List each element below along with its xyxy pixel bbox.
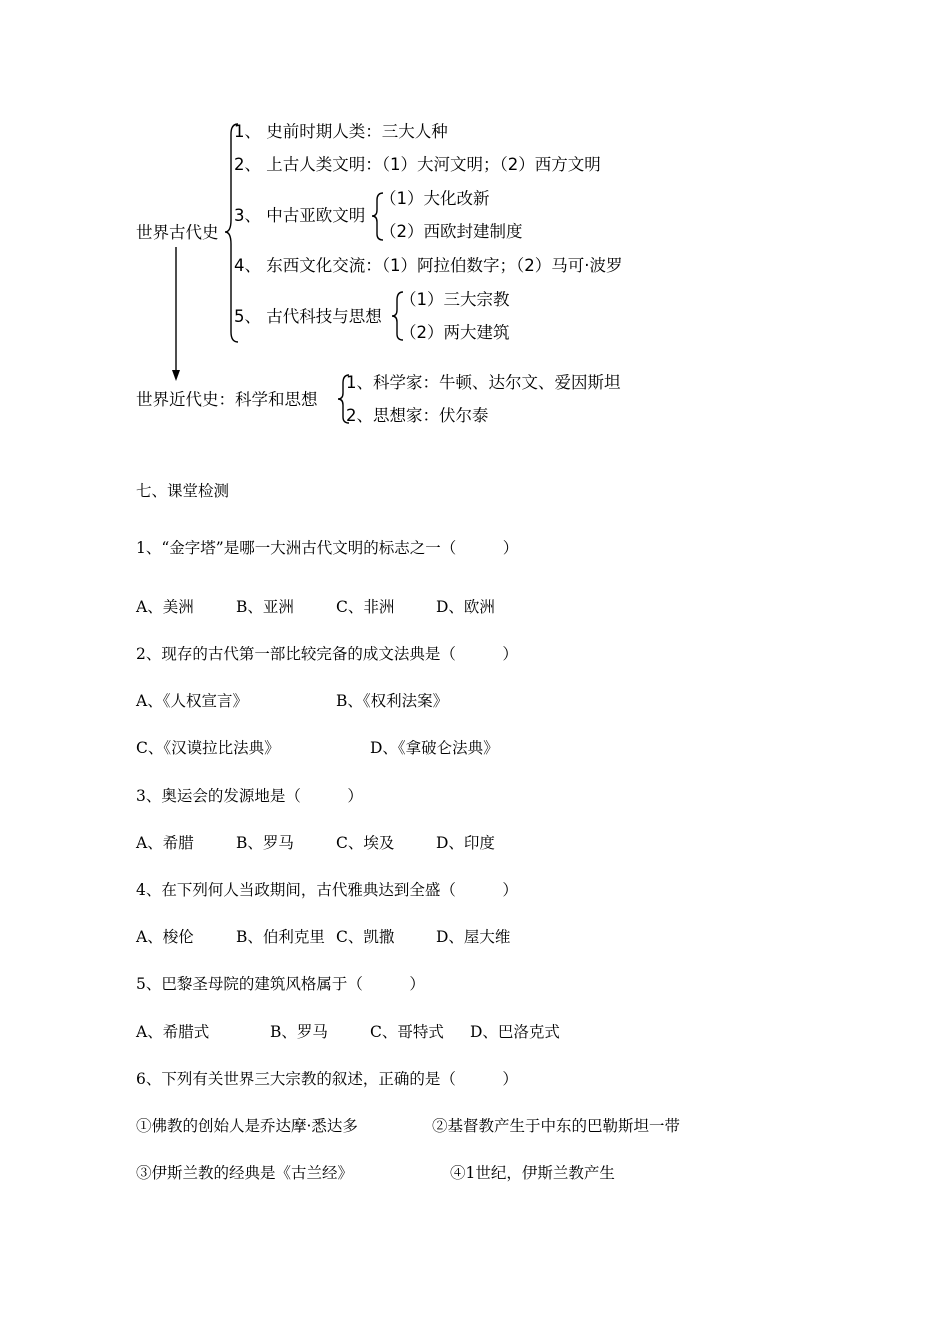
question-5-option-d: D、巴洛克式: [470, 1023, 560, 1041]
question-4-stem: 4、在下列何人当政期间，古代雅典达到全盛（ ）: [136, 881, 518, 899]
question-6-statement-1: ①佛教的创始人是乔达摩·悉达多: [136, 1117, 358, 1135]
question-6-statement-4: ④1世纪，伊斯兰教产生: [450, 1164, 615, 1182]
ancient-history-label: 世界古代史: [136, 223, 219, 242]
question-3-option-c: C、埃及: [336, 834, 395, 852]
section-title: 七、课堂检测: [136, 482, 230, 500]
question-3-option-b: B、罗马: [236, 834, 294, 852]
ancient-item-5: 5、 古代科技与思想: [234, 307, 382, 326]
item5-sub-1: （1）三大宗教: [400, 290, 510, 309]
question-4-option-c: C、凯撒: [336, 928, 395, 946]
question-2-option-a: A、《人权宣言》: [136, 692, 248, 710]
question-1-option-c: C、非洲: [336, 598, 395, 616]
question-1-option-d: D、欧洲: [436, 598, 495, 616]
ancient-item-1: 1、 史前时期人类：三大人种: [234, 122, 448, 141]
timeline-arrow-head: [172, 370, 180, 381]
question-6-stem: 6、下列有关世界三大宗教的叙述，正确的是（ ）: [136, 1070, 518, 1088]
question-5-option-c: C、哥特式: [370, 1023, 444, 1041]
question-2-stem: 2、现存的古代第一部比较完备的成文法典是（ ）: [136, 645, 518, 663]
question-5-stem: 5、巴黎圣母院的建筑风格属于（ ）: [136, 975, 425, 993]
question-1-option-b: B、亚洲: [236, 598, 294, 616]
question-1-option-a: A、美洲: [136, 598, 194, 616]
question-3-option-a: A、希腊: [136, 834, 194, 852]
question-2-option-c: C、《汉谟拉比法典》: [136, 739, 280, 757]
question-4-option-d: D、屋大维: [436, 928, 511, 946]
ancient-item-2: 2、 上古人类文明：（1）大河文明；（2）西方文明: [234, 155, 601, 174]
modern-item-2: 2、思想家：伏尔泰: [346, 406, 489, 425]
item5-sub-2: （2）两大建筑: [400, 323, 510, 342]
question-6-statement-3: ③伊斯兰教的经典是《古兰经》: [136, 1164, 354, 1182]
question-5-option-a: A、希腊式: [136, 1023, 210, 1041]
question-6-statement-2: ②基督教产生于中东的巴勒斯坦一带: [432, 1117, 681, 1135]
question-2-option-d: D、《拿破仑法典》: [370, 739, 499, 757]
question-3-stem: 3、奥运会的发源地是（ ）: [136, 787, 363, 805]
modern-history-label: 世界近代史：科学和思想: [136, 390, 318, 409]
question-4-option-b: B、伯利克里: [236, 928, 325, 946]
item3-sub-2: （2）西欧封建制度: [380, 222, 523, 241]
ancient-item-3: 3、 中古亚欧文明: [234, 206, 366, 225]
item3-sub-1: （1）大化改新: [380, 189, 490, 208]
question-3-option-d: D、印度: [436, 834, 495, 852]
question-2-option-b: B、《权利法案》: [336, 692, 449, 710]
ancient-item-4: 4、 东西文化交流：（1）阿拉伯数字；（2）马可·波罗: [234, 256, 623, 275]
question-5-option-b: B、罗马: [270, 1023, 328, 1041]
modern-item-1: 1、科学家：牛顿、达尔文、爱因斯坦: [346, 373, 621, 392]
question-4-option-a: A、梭伦: [136, 928, 194, 946]
question-1-stem: 1、“金字塔”是哪一大洲古代文明的标志之一（ ）: [136, 539, 519, 557]
